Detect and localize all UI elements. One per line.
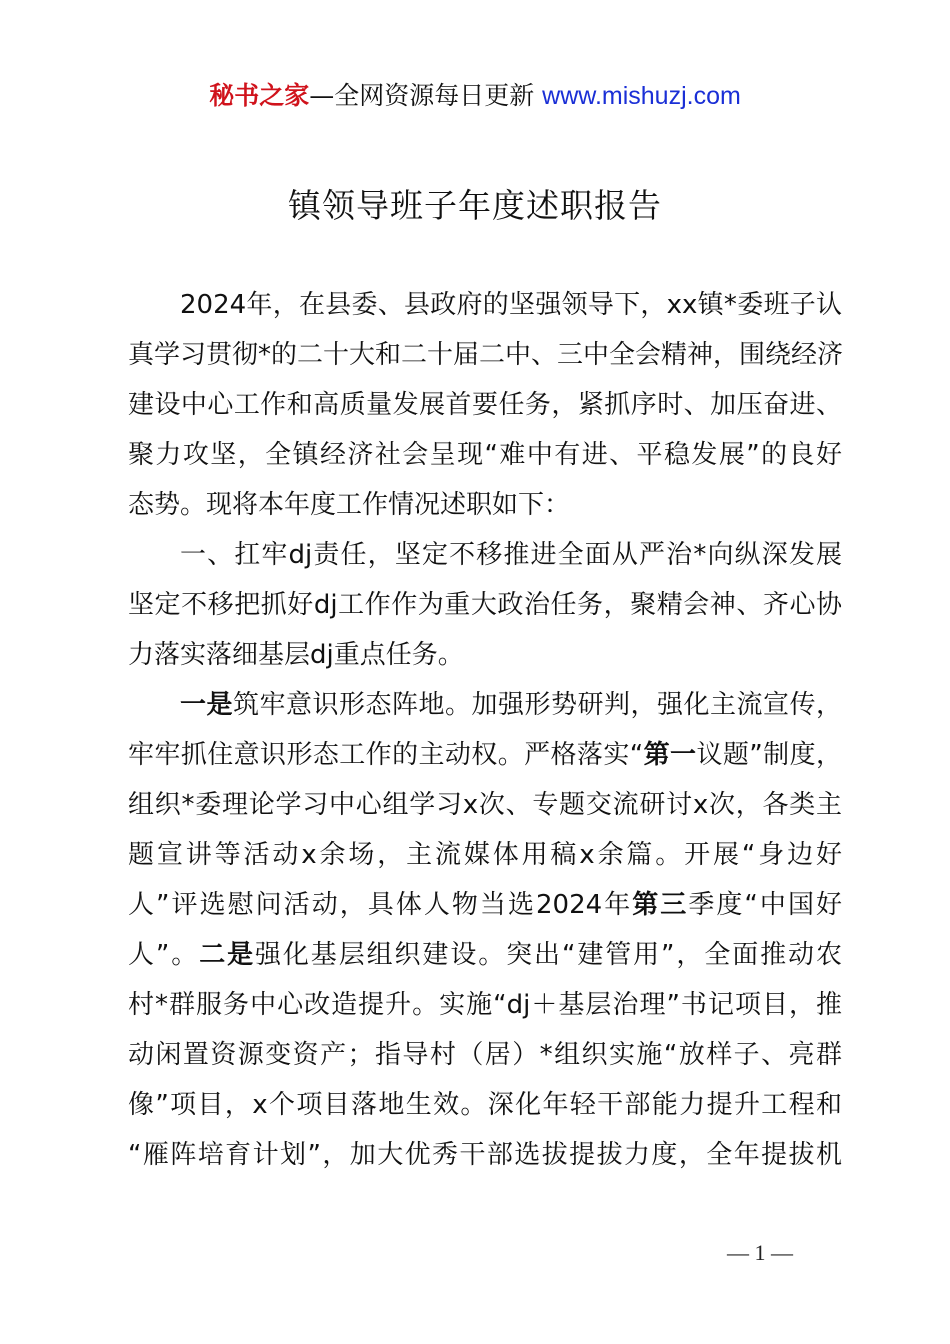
bold-phrase: 第三: [632, 890, 689, 920]
text-line: 聚力攻坚，全镇经济社会呈现“难中有进、平稳发展”的良好: [128, 440, 842, 470]
text-line: 村*群服务中心改造提升。实施“dj＋基层治理”书记项目，推: [128, 990, 842, 1020]
document-body: [128, 280, 842, 1180]
text-line: 真学习贯彻*的二十大和二十届二中、三中全会精神，围绕经济: [128, 340, 844, 370]
page-number: — 1 —: [727, 1240, 793, 1265]
text-line: 题宣讲等活动x余场，主流媒体用稿x余篇。开展“身边好: [128, 840, 842, 870]
text-line: 坚定不移把抓好dj工作作为重大政治任务，聚精会神、齐心协: [128, 590, 842, 620]
text-line: 人”评选慰问活动，具体人物当选2024年第三季度“中国好: [128, 890, 842, 920]
site-header: [0, 78, 950, 114]
text-line: 一是筑牢意识形态阵地。加强形势研判，强化主流宣传，: [180, 690, 842, 720]
bold-phrase: 第一: [643, 740, 697, 770]
bold-phrase: 二是: [199, 940, 255, 970]
site-brand: 秘书之家: [209, 81, 310, 110]
text-line: 态势。现将本年度工作情况述职如下：: [128, 490, 571, 520]
text-line: 力落实落细基层dj重点任务。: [128, 640, 464, 670]
text-line: 2024年，在县委、县政府的坚强领导下，xx镇*委班子认: [180, 290, 842, 320]
text-line: 建设中心工作和高质量发展首要任务，紧抓序时、加压奋进、: [128, 390, 842, 420]
bold-phrase: 一是: [180, 690, 233, 720]
text-line: “雁阵培育计划”，加大优秀干部选拔提拔力度，全年提拔机: [128, 1140, 842, 1170]
text-line: 动闲置资源变资产；指导村（居）*组织实施“放样子、亮群: [128, 1040, 842, 1070]
text-line: 人”。二是强化基层组织建设。突出“建管用”，全面推动农: [128, 940, 842, 970]
site-url[interactable]: www.mishuzj.com: [542, 82, 741, 110]
text-line: 牢牢抓住意识形态工作的主动权。严格落实“第一议题”制度，: [128, 740, 842, 770]
text-line: 像”项目，x个项目落地生效。深化年轻干部能力提升工程和: [128, 1090, 842, 1120]
text-line: 组织*委理论学习中心组学习x次、专题交流研讨x次，各类主: [128, 790, 842, 820]
section-heading: 一、扛牢dj责任，坚定不移推进全面从严治*向纵深发展: [180, 540, 842, 570]
document-title: 镇领导班子年度述职报告: [288, 186, 662, 225]
site-tagline: —全网资源每日更新: [309, 81, 543, 110]
